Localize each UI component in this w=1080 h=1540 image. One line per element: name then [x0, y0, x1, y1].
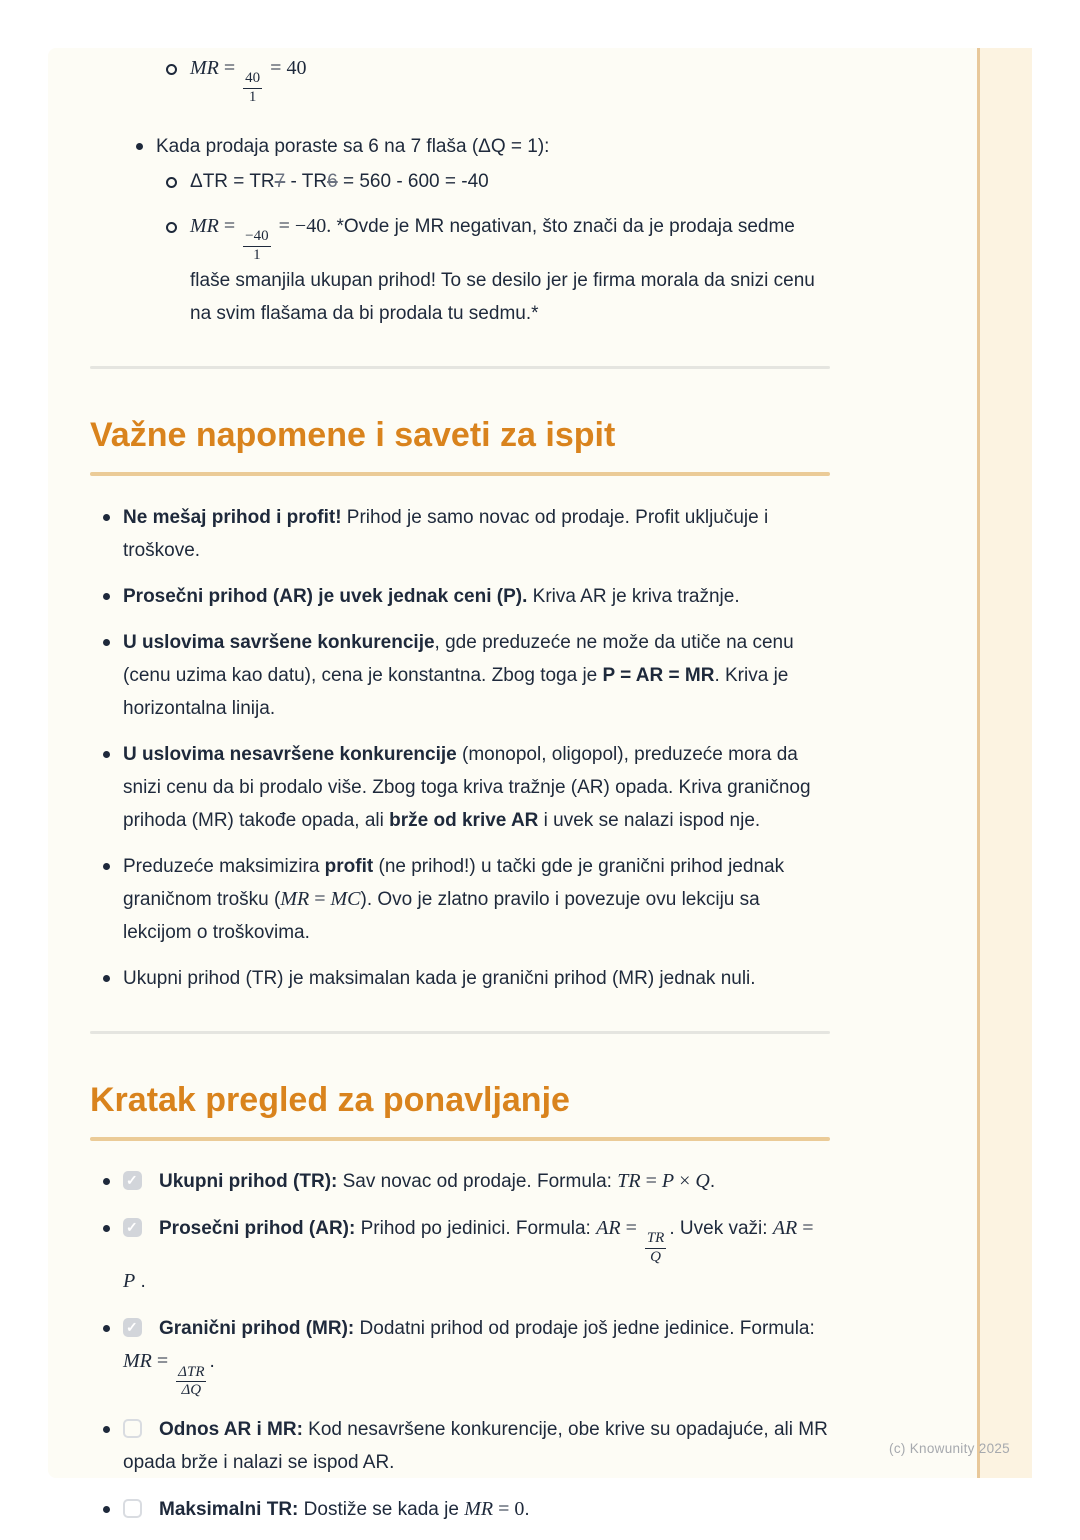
- task-checkbox[interactable]: [123, 1218, 142, 1237]
- page-content: [90, 48, 830, 1540]
- checklist-item: [123, 1165, 830, 1198]
- checklist-item-text: [159, 1499, 530, 1520]
- text-segment: Granični prihod (MR):: [159, 1318, 355, 1340]
- list-item: [123, 501, 830, 567]
- text-segment: i uvek se nalazi ispod nje.: [538, 809, 761, 831]
- text-segment: 6: [327, 170, 338, 192]
- text-segment: Kada prodaja poraste sa 6 na 7 flaša (ΔQ = 1):: [156, 135, 550, 157]
- list-item-text: [156, 136, 549, 157]
- text-segment: Ne mešaj prihod i profit!: [123, 506, 342, 528]
- text-segment: =: [151, 1350, 174, 1373]
- text-segment: =: [620, 1216, 642, 1239]
- text-segment: - TR: [285, 170, 328, 192]
- text-segment: (ne prihod!) u tački gde je granični prihod jednak graničnom trošku (: [123, 855, 785, 910]
- text-segment: MR: [190, 57, 219, 79]
- text-segment: AR: [596, 1216, 621, 1239]
- text-segment: =: [797, 1216, 814, 1239]
- section-title: Kratak pregled za ponavljanje: [90, 1080, 570, 1119]
- text-segment: *Ovde je MR negativan, što znači da je prodaja sedme flaše smanjila ukupan prihod! To se desilo jer je firma morala da snizi cenu na svim flašama da bi prodala tu sedmu.*: [190, 215, 815, 324]
- title-underline: [90, 472, 830, 476]
- list-item: [123, 738, 830, 837]
- text-segment: profit: [324, 855, 374, 877]
- checklist-item-text: [123, 1318, 815, 1399]
- text-segment: P: [661, 1169, 675, 1192]
- fraction: $\frac{40}{1}$: [245, 70, 261, 105]
- fraction: $\frac{\text{ΔTR}}{\Delta Q}$: [178, 1363, 205, 1399]
- review-checklist: [90, 1165, 830, 1527]
- list-item: [123, 850, 830, 949]
- text-segment: = 0: [493, 1498, 525, 1520]
- text-segment: ×: [674, 1169, 696, 1192]
- text-segment: Ukupni prihod (TR):: [159, 1170, 338, 1192]
- text-segment: =: [218, 57, 241, 79]
- checklist-item: [123, 1493, 830, 1526]
- text-segment: Sav novac od prodaje. Formula:: [337, 1170, 618, 1192]
- fraction: $\frac{TR}{Q}$: [646, 1229, 665, 1265]
- text-segment: .: [209, 1351, 215, 1373]
- section-review: [90, 1078, 830, 1527]
- text-segment: brže od krive AR: [389, 809, 539, 831]
- section-divider: [90, 366, 830, 369]
- text-segment: . Kriva je horizontalna linija.: [123, 664, 789, 719]
- text-segment: = −40.: [273, 214, 332, 237]
- text-segment: Q: [695, 1169, 710, 1192]
- text-segment: Dodatni prihod od prodaje još jedne jedinice. Formula:: [354, 1318, 815, 1340]
- text-segment: Kriva AR je kriva tražnje.: [527, 585, 740, 607]
- checklist-item-text: [123, 1419, 828, 1473]
- task-checkbox[interactable]: [123, 1419, 142, 1438]
- text-segment: = 40: [265, 57, 307, 79]
- text-segment: MR: [280, 887, 310, 910]
- title-underline: [90, 1137, 830, 1141]
- text-segment: MR: [190, 214, 219, 237]
- task-checkbox[interactable]: [123, 1499, 142, 1518]
- task-checkbox[interactable]: [123, 1318, 142, 1337]
- worked-example-block: [123, 52, 830, 330]
- text-segment: Maksimalni TR:: [159, 1499, 299, 1520]
- list-item: [123, 580, 830, 613]
- text-segment: MC: [330, 887, 361, 910]
- document-page: [48, 48, 1032, 1520]
- text-segment: .: [524, 1499, 530, 1520]
- checklist-item: [123, 1212, 830, 1299]
- text-segment: Kod nesavršene konkurencije, obe krive su opadajuće, ali MR opada brže i nalazi se ispod AR.: [123, 1419, 828, 1473]
- checklist-item: [123, 1413, 830, 1479]
- page-edge-stripe: [977, 48, 1032, 1478]
- text-segment: Odnos AR i MR:: [159, 1419, 303, 1440]
- text-segment: TR: [617, 1169, 641, 1192]
- list-item: [123, 962, 830, 995]
- checklist-item-text: [159, 1171, 715, 1192]
- text-segment: Dostiže se kada je: [298, 1499, 465, 1520]
- text-segment: 7: [274, 170, 286, 192]
- text-segment: (monopol, oligopol), preduzeće mora da snizi cenu da bi prodalo više. Zbog toga kriva tražnje (AR) opada. Kriva graničnog prihoda (MR) takođe opada, ali: [123, 743, 811, 831]
- task-checkbox[interactable]: [123, 1171, 142, 1190]
- section-divider: [90, 1031, 830, 1034]
- checklist-item-text: [123, 1218, 814, 1293]
- text-segment: U uslovima nesavršene konkurencije: [123, 743, 457, 765]
- formula-item: [190, 210, 830, 330]
- notes-list: [90, 501, 830, 995]
- text-segment: U uslovima savršene konkurencije: [123, 631, 435, 653]
- text-segment: ΔTR = TR: [190, 170, 275, 192]
- checklist-item: [123, 1312, 830, 1399]
- text-segment: , gde preduzeće ne može da utiče na cenu (cenu uzima kao datu), cena je konstantna. Zbog toga je: [123, 631, 794, 686]
- formula-item: [190, 52, 830, 106]
- fraction: $\frac{-40}{1}$: [245, 228, 269, 263]
- text-segment: Prosečni prihod (AR) je uvek jednak ceni (P).: [123, 585, 528, 607]
- formula-item: [190, 165, 830, 198]
- text-segment: .: [709, 1170, 716, 1192]
- text-segment: AR: [772, 1216, 798, 1239]
- example-list: [123, 130, 830, 330]
- formula-sublist: [123, 52, 830, 106]
- text-segment: P: [123, 1270, 136, 1293]
- text-segment: MR: [464, 1498, 494, 1520]
- list-item: [123, 626, 830, 725]
- text-segment: =: [309, 887, 331, 910]
- formula-sublist: [156, 165, 830, 330]
- text-segment: Prihod je samo novac od prodaje. Profit uključuje i troškove.: [123, 506, 769, 561]
- text-segment: Preduzeće maksimizira: [123, 855, 325, 877]
- text-segment: =: [640, 1169, 662, 1192]
- text-segment: =: [218, 214, 241, 237]
- text-segment: = 560 - 600 = -40: [337, 170, 489, 192]
- text-segment: . Uvek važi:: [669, 1217, 773, 1239]
- text-segment: P = AR = MR: [602, 664, 715, 686]
- watermark: (c) Knowunity 2025: [889, 1441, 1010, 1456]
- section-notes: [90, 413, 830, 995]
- text-segment: ). Ovo je zlatno pravilo i povezuje ovu lekciju sa lekcijom o troškovima.: [123, 888, 760, 943]
- text-segment: Prosečni prihod (AR):: [159, 1217, 356, 1239]
- text-segment: .: [135, 1271, 146, 1293]
- list-item: [156, 130, 830, 330]
- text-segment: MR: [123, 1350, 152, 1373]
- text-segment: Ukupni prihod (TR) je maksimalan kada je granični prihod (MR) jednak nuli.: [123, 967, 756, 989]
- text-segment: Prihod po jedinici. Formula:: [355, 1217, 597, 1239]
- section-title: Važne napomene i saveti za ispit: [90, 415, 616, 454]
